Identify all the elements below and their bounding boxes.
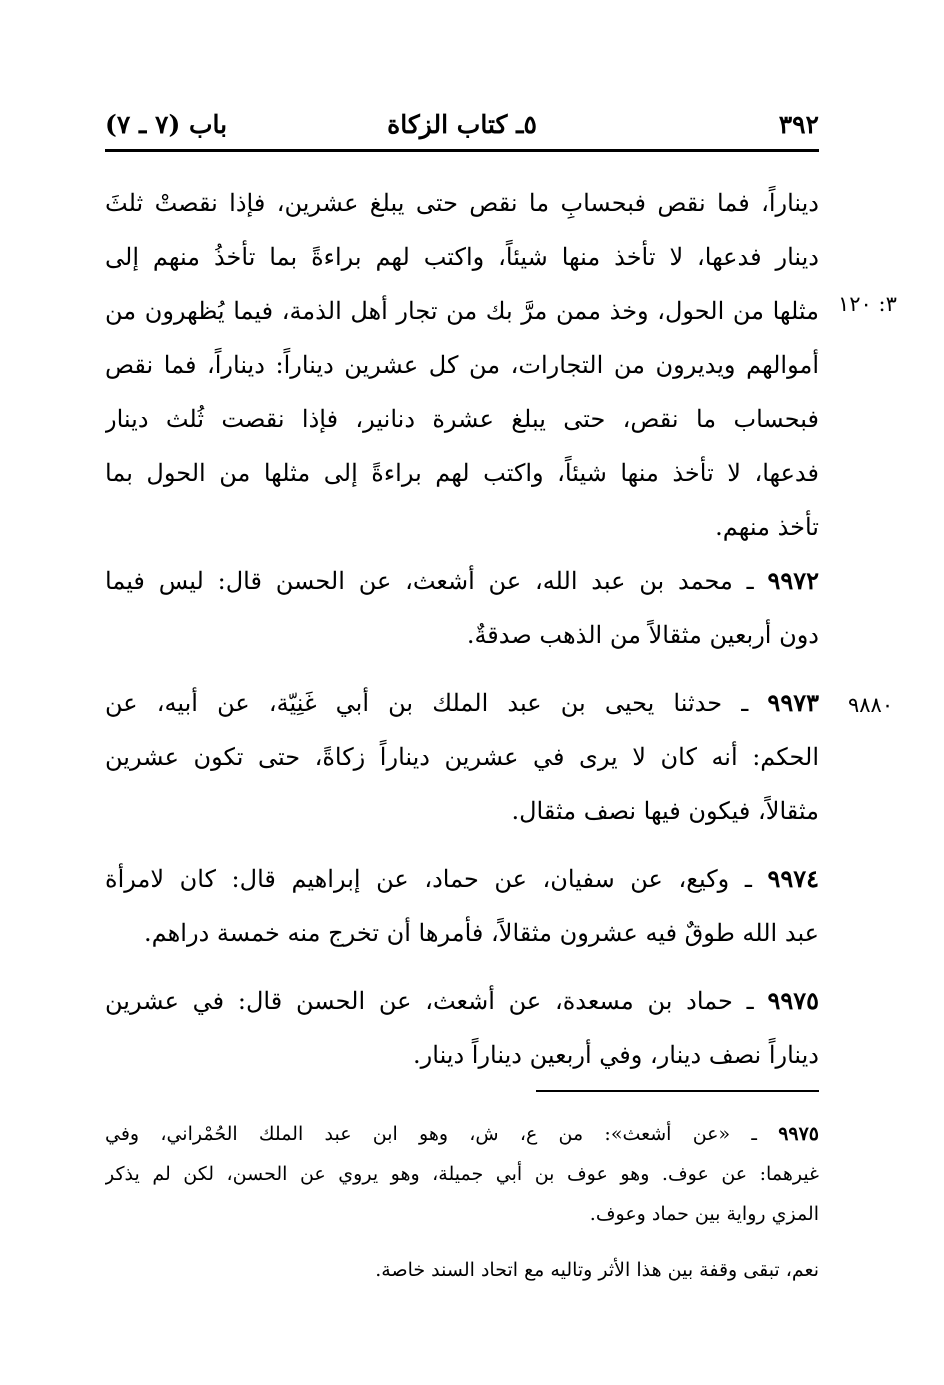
hadith-9975 xyxy=(105,974,819,1082)
text-line: تأخذ منهم. xyxy=(715,513,819,541)
text-line: الحكم: أنه كان لا يرى في عشرين ديناراً زكاةً، حتى تكون عشرين xyxy=(105,743,819,771)
text-line: عبد الله طوقٌ فيه عشرون مثقالاً، فأمرها أن تخرج منه خمسة دراهم. xyxy=(144,919,819,947)
text-line: ديناراً، فما نقص فبحسابِ ما نقص حتى يبلغ عشرين، فإذا نقصتْ ثلثَ xyxy=(105,189,819,217)
hadith-9974 xyxy=(105,852,819,960)
footnote-line xyxy=(105,1114,819,1154)
hadith-number: ٩٩٧٣ xyxy=(767,688,819,717)
margin-reference: ٣: ١٢٠ xyxy=(838,292,897,316)
footnote-number: ٩٩٧٥ xyxy=(778,1123,819,1145)
hadith-text: ـ حدثنا يحيى بن عبد الملك بن أبي غَنِيّة، عن أبيه، عن xyxy=(105,689,749,717)
text-line xyxy=(105,974,819,1028)
margin-reference: ٩٨٨٠ xyxy=(848,693,894,717)
text-line: دينار فدعها، لا تأخذ منها شيئاً، واكتب لهم براءةً بما تأخذُ منهم إلى xyxy=(105,243,819,271)
footnote-note xyxy=(129,1250,819,1290)
hadith-number: ٩٩٧٥ xyxy=(767,986,819,1015)
hadith-number: ٩٩٧٤ xyxy=(767,864,819,893)
text-line: مثلها من الحول، وخذ ممن مرَّ بك من تجار أهل الذمة، فيما يُظهرون من xyxy=(105,297,819,325)
footnote xyxy=(105,1114,819,1234)
text-line: ديناراً نصف دينار، وفي أربعين ديناراً دينار. xyxy=(413,1041,819,1069)
footnote-line: المزي رواية بين حماد وعوف. xyxy=(589,1203,819,1225)
text-line: فدعها، لا تأخذ منها شيئاً، واكتب لهم براءةً إلى مثلها من الحول بما xyxy=(105,459,819,487)
chapter-label: باب (٧ ـ ٧) xyxy=(105,110,228,139)
running-header xyxy=(105,108,819,148)
hadith-text: ـ محمد بن عبد الله، عن أشعث، عن الحسن قال: ليس فيما xyxy=(105,567,754,595)
footnote-line: غيرهما: عن عوف. وهو عوف بن أبي جميلة، وهو يروي عن الحسن، لكن لم يذكر xyxy=(105,1163,819,1185)
hadith-9973 xyxy=(105,676,819,838)
hadith-9972 xyxy=(105,554,819,662)
text-line: أموالهم ويديرون من التجارات، من كل عشرين ديناراً: ديناراً، فما نقص xyxy=(105,351,819,379)
footnote-rule xyxy=(536,1090,819,1092)
footnote-line: نعم، تبقى وقفة بين هذا الأثر وتاليه مع اتحاد السند خاصة. xyxy=(375,1259,819,1281)
hadith-text: ـ حماد بن مسعدة، عن أشعث، عن الحسن قال: في عشرين xyxy=(105,987,754,1015)
hadith-number: ٩٩٧٢ xyxy=(767,566,819,595)
header-rule xyxy=(105,149,819,152)
text-line xyxy=(105,852,819,906)
text-line: دون أربعين مثقالاً من الذهب صدقةٌ. xyxy=(466,621,819,649)
footnote-text: ـ «عن أشعث»: من ع، ش، وهو ابن عبد الملك الحُمْراني، وفي xyxy=(105,1123,757,1145)
text-line: مثقالاً، فيكون فيها نصف مثقال. xyxy=(511,797,819,825)
text-line: فبحساب ما نقص، حتى يبلغ عشرة دنانير، فإذا نقصت ثُلث دينار xyxy=(105,405,819,433)
text-line xyxy=(105,676,819,730)
text-line xyxy=(105,554,819,608)
book-title: ٥ـ كتاب الزكاة xyxy=(387,110,537,139)
hadith-text: ـ وكيع، عن سفيان، عن حماد، عن إبراهيم قال: كان لامرأة xyxy=(105,865,752,893)
paragraph-continuation xyxy=(105,176,819,554)
page-number: ٣٩٢ xyxy=(778,110,819,139)
